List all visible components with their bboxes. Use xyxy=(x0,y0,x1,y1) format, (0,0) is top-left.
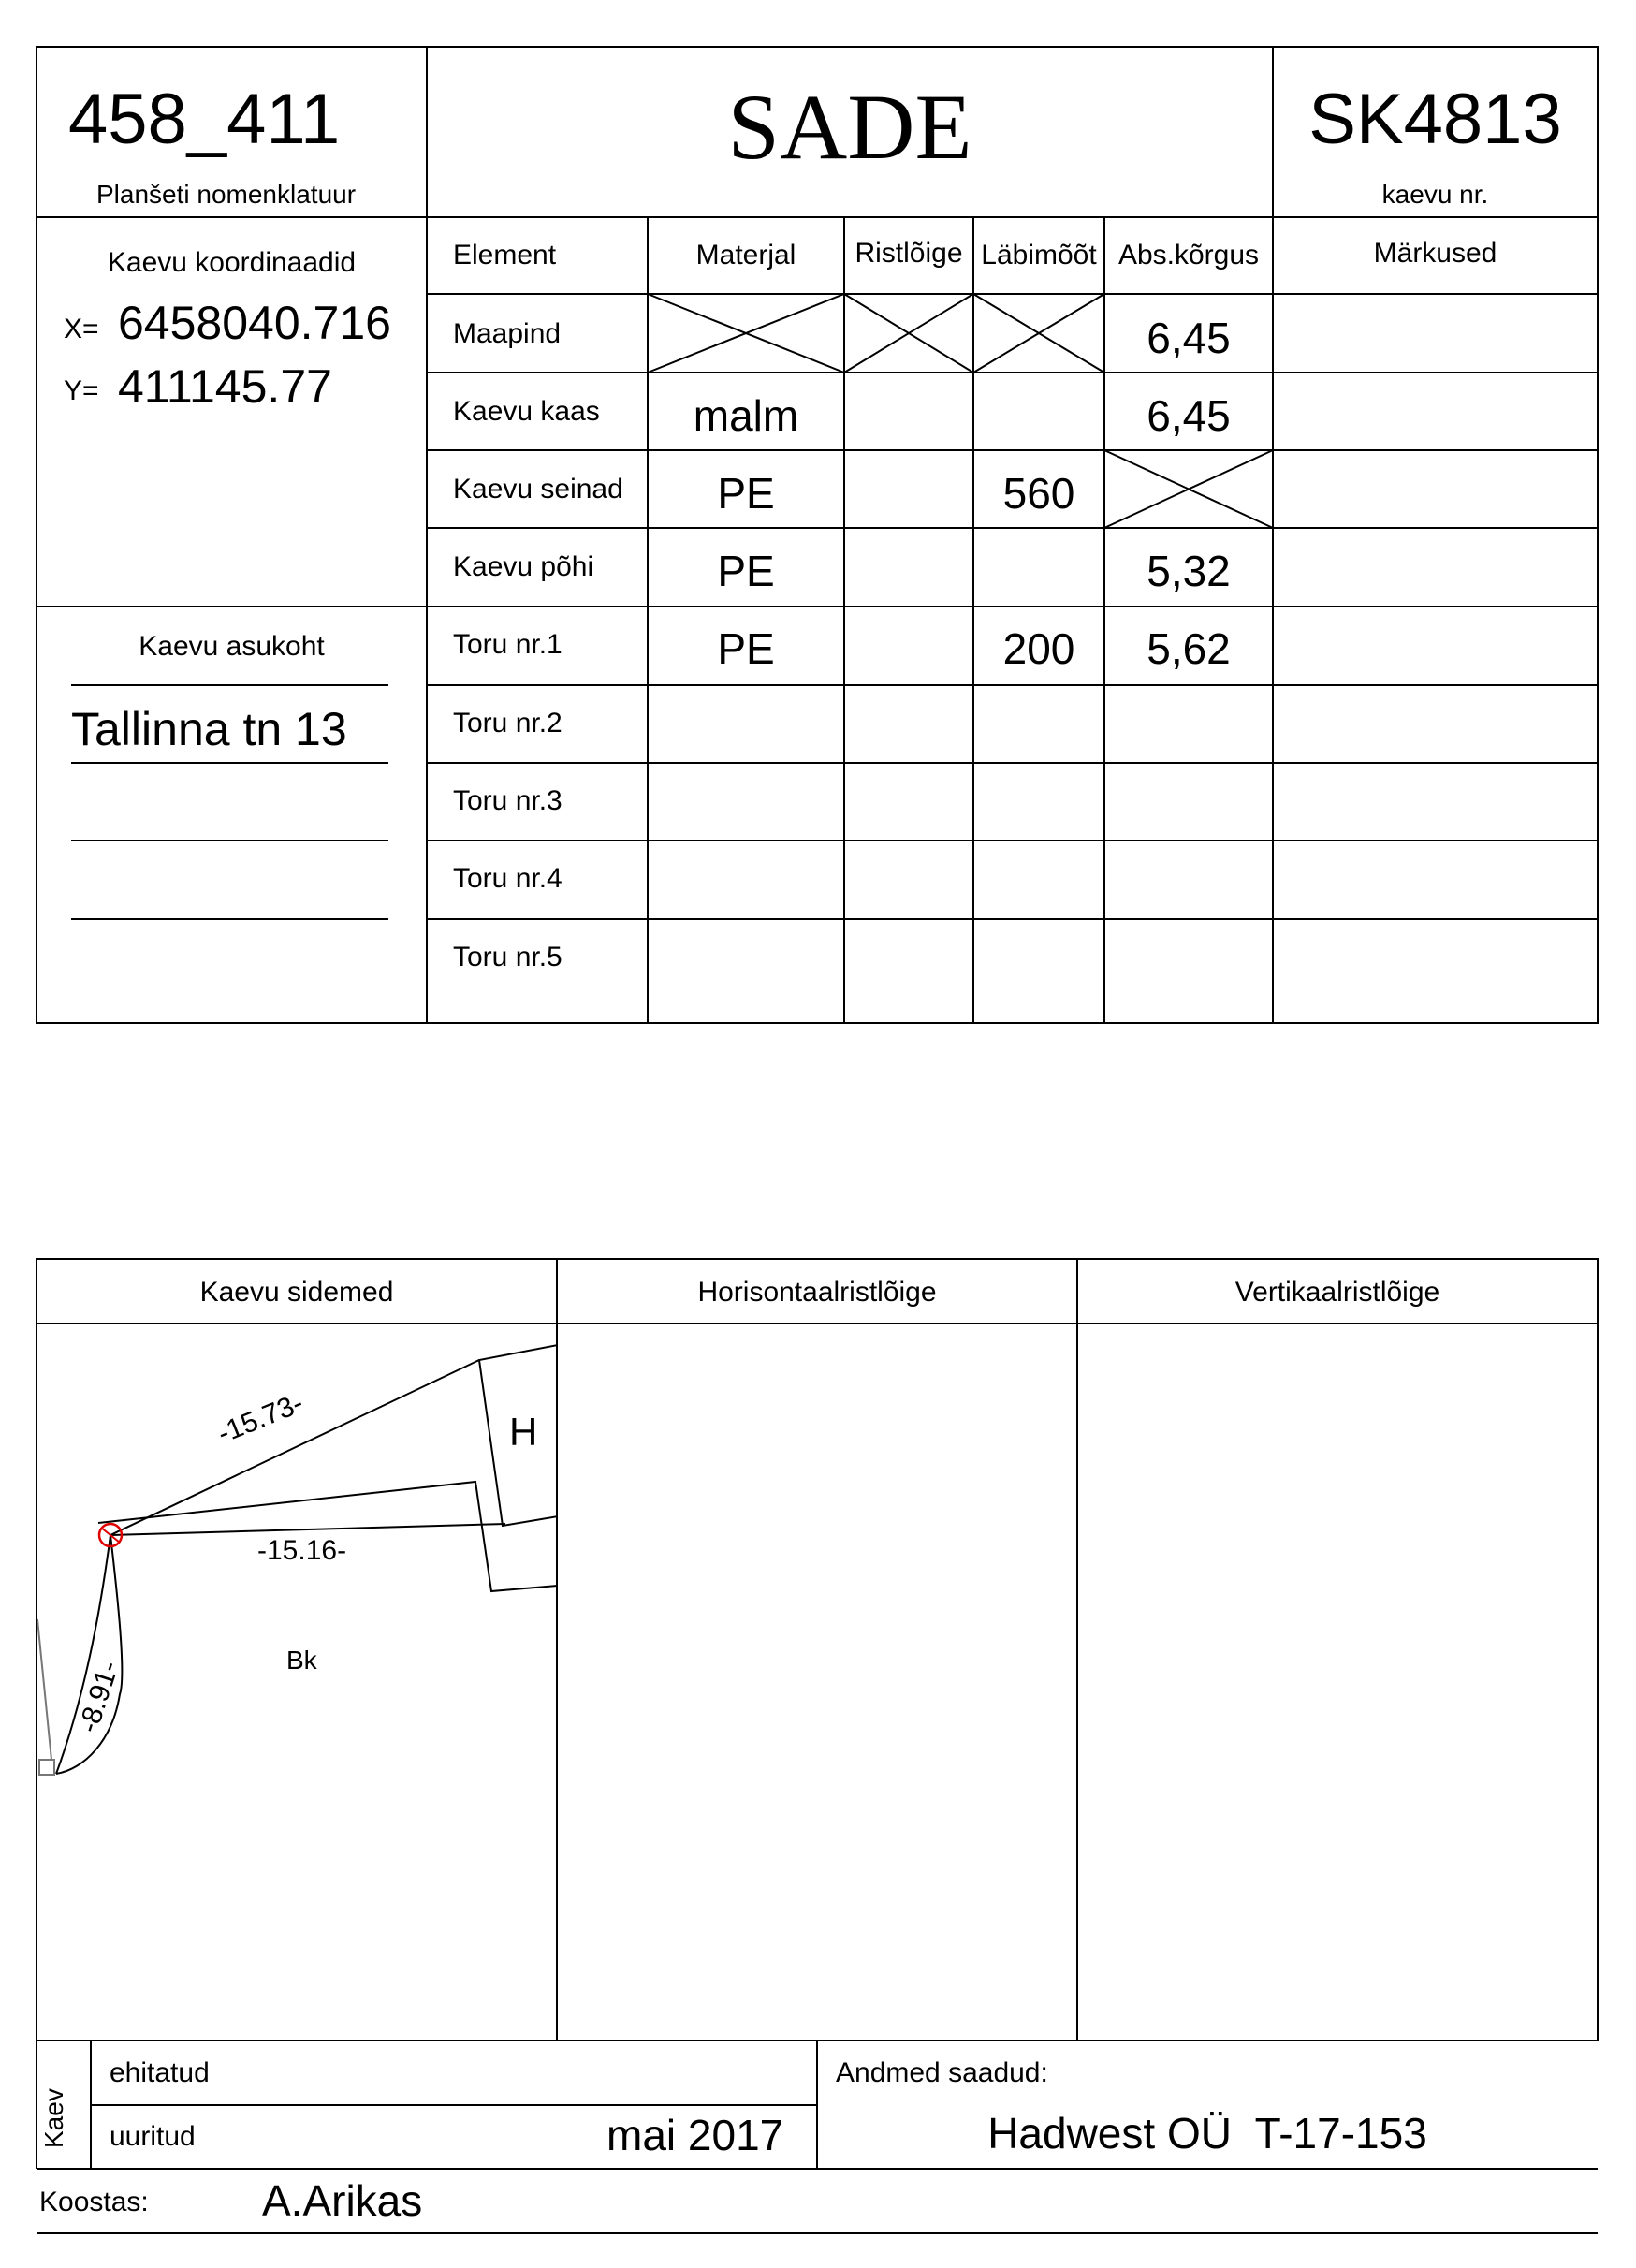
y-coordinate: 411145.77 xyxy=(118,360,332,413)
row-abs-height: 6,45 xyxy=(1147,391,1231,440)
surveyed-label: uuritud xyxy=(110,2121,196,2152)
location-line-1: Tallinna tn 13 xyxy=(71,703,347,755)
row-element: Maapind xyxy=(453,318,562,349)
tie-dimension-2: -15.16- xyxy=(257,1535,347,1566)
y-label: Y= xyxy=(64,375,99,406)
row-diameter: 560 xyxy=(1002,469,1075,518)
coordinates-label: Kaevu koordinaadid xyxy=(107,247,357,278)
kaev-label: Kaev xyxy=(39,2088,68,2148)
row-material: PE xyxy=(717,469,775,518)
row-material: PE xyxy=(717,547,775,595)
sheet-nomenclature: 458_411 xyxy=(68,80,341,159)
x-coordinate: 6458040.716 xyxy=(118,297,391,349)
row-element: Toru nr.3 xyxy=(453,785,562,816)
col-header-notes: Märkused xyxy=(1373,238,1497,269)
tie-dimension-1: -15.73- xyxy=(213,1387,308,1450)
area-mark: Bk xyxy=(286,1646,317,1675)
well-number: SK4813 xyxy=(1308,80,1562,159)
tie-line-2 xyxy=(110,1524,505,1535)
row-diameter: 200 xyxy=(1002,624,1075,673)
tie-curve-3 xyxy=(56,1535,122,1774)
row-element: Toru nr.1 xyxy=(453,629,562,660)
row-abs-height: 5,62 xyxy=(1147,624,1231,673)
surveyed-value: mai 2017 xyxy=(606,2111,784,2159)
compiled-label: Koostas: xyxy=(39,2187,149,2217)
tie-section-label: Kaevu sidemed xyxy=(199,1277,394,1308)
compiled-value: A.Arikas xyxy=(262,2176,423,2225)
data-source-label: Andmed saadud: xyxy=(836,2057,1048,2088)
row-element: Toru nr.2 xyxy=(453,708,562,739)
built-label: ehitatud xyxy=(110,2057,210,2088)
col-header-material: Materjal xyxy=(695,240,796,271)
data-source-value: Hadwest OÜ T-17-153 xyxy=(987,2109,1427,2158)
row-abs-height: 5,32 xyxy=(1147,547,1231,595)
row-abs-height: 6,45 xyxy=(1147,314,1231,362)
row-element: Kaevu kaas xyxy=(453,396,600,427)
network-title: SADE xyxy=(727,75,972,179)
col-header-abs-height: Abs.kõrgus xyxy=(1117,240,1260,271)
row-element: Kaevu põhi xyxy=(453,551,594,582)
row-material: PE xyxy=(717,624,775,673)
horizontal-section-label: Horisontaalristlõige xyxy=(697,1277,937,1308)
row-element: Toru nr.5 xyxy=(453,942,562,973)
well-number-label: kaevu nr. xyxy=(1381,180,1489,209)
row-element: Kaevu seinad xyxy=(453,474,623,505)
row-element: Toru nr.4 xyxy=(453,863,562,894)
tie-dimension-3: -8.91- xyxy=(73,1657,125,1737)
x-label: X= xyxy=(64,314,99,344)
location-label: Kaevu asukoht xyxy=(139,631,325,662)
row-material: malm xyxy=(693,391,799,440)
sheet-nomenclature-label: Planšeti nomenklatuur xyxy=(96,180,357,209)
vertical-section-label: Vertikaalristlõige xyxy=(1234,1277,1440,1308)
col-header-element: Element xyxy=(453,240,557,271)
building-mark: H xyxy=(509,1410,538,1454)
tie-line-1 xyxy=(110,1360,479,1535)
col-header-cross-section: Ristlõige xyxy=(855,238,963,269)
col-header-diameter: Läbimõõt xyxy=(981,240,1097,271)
